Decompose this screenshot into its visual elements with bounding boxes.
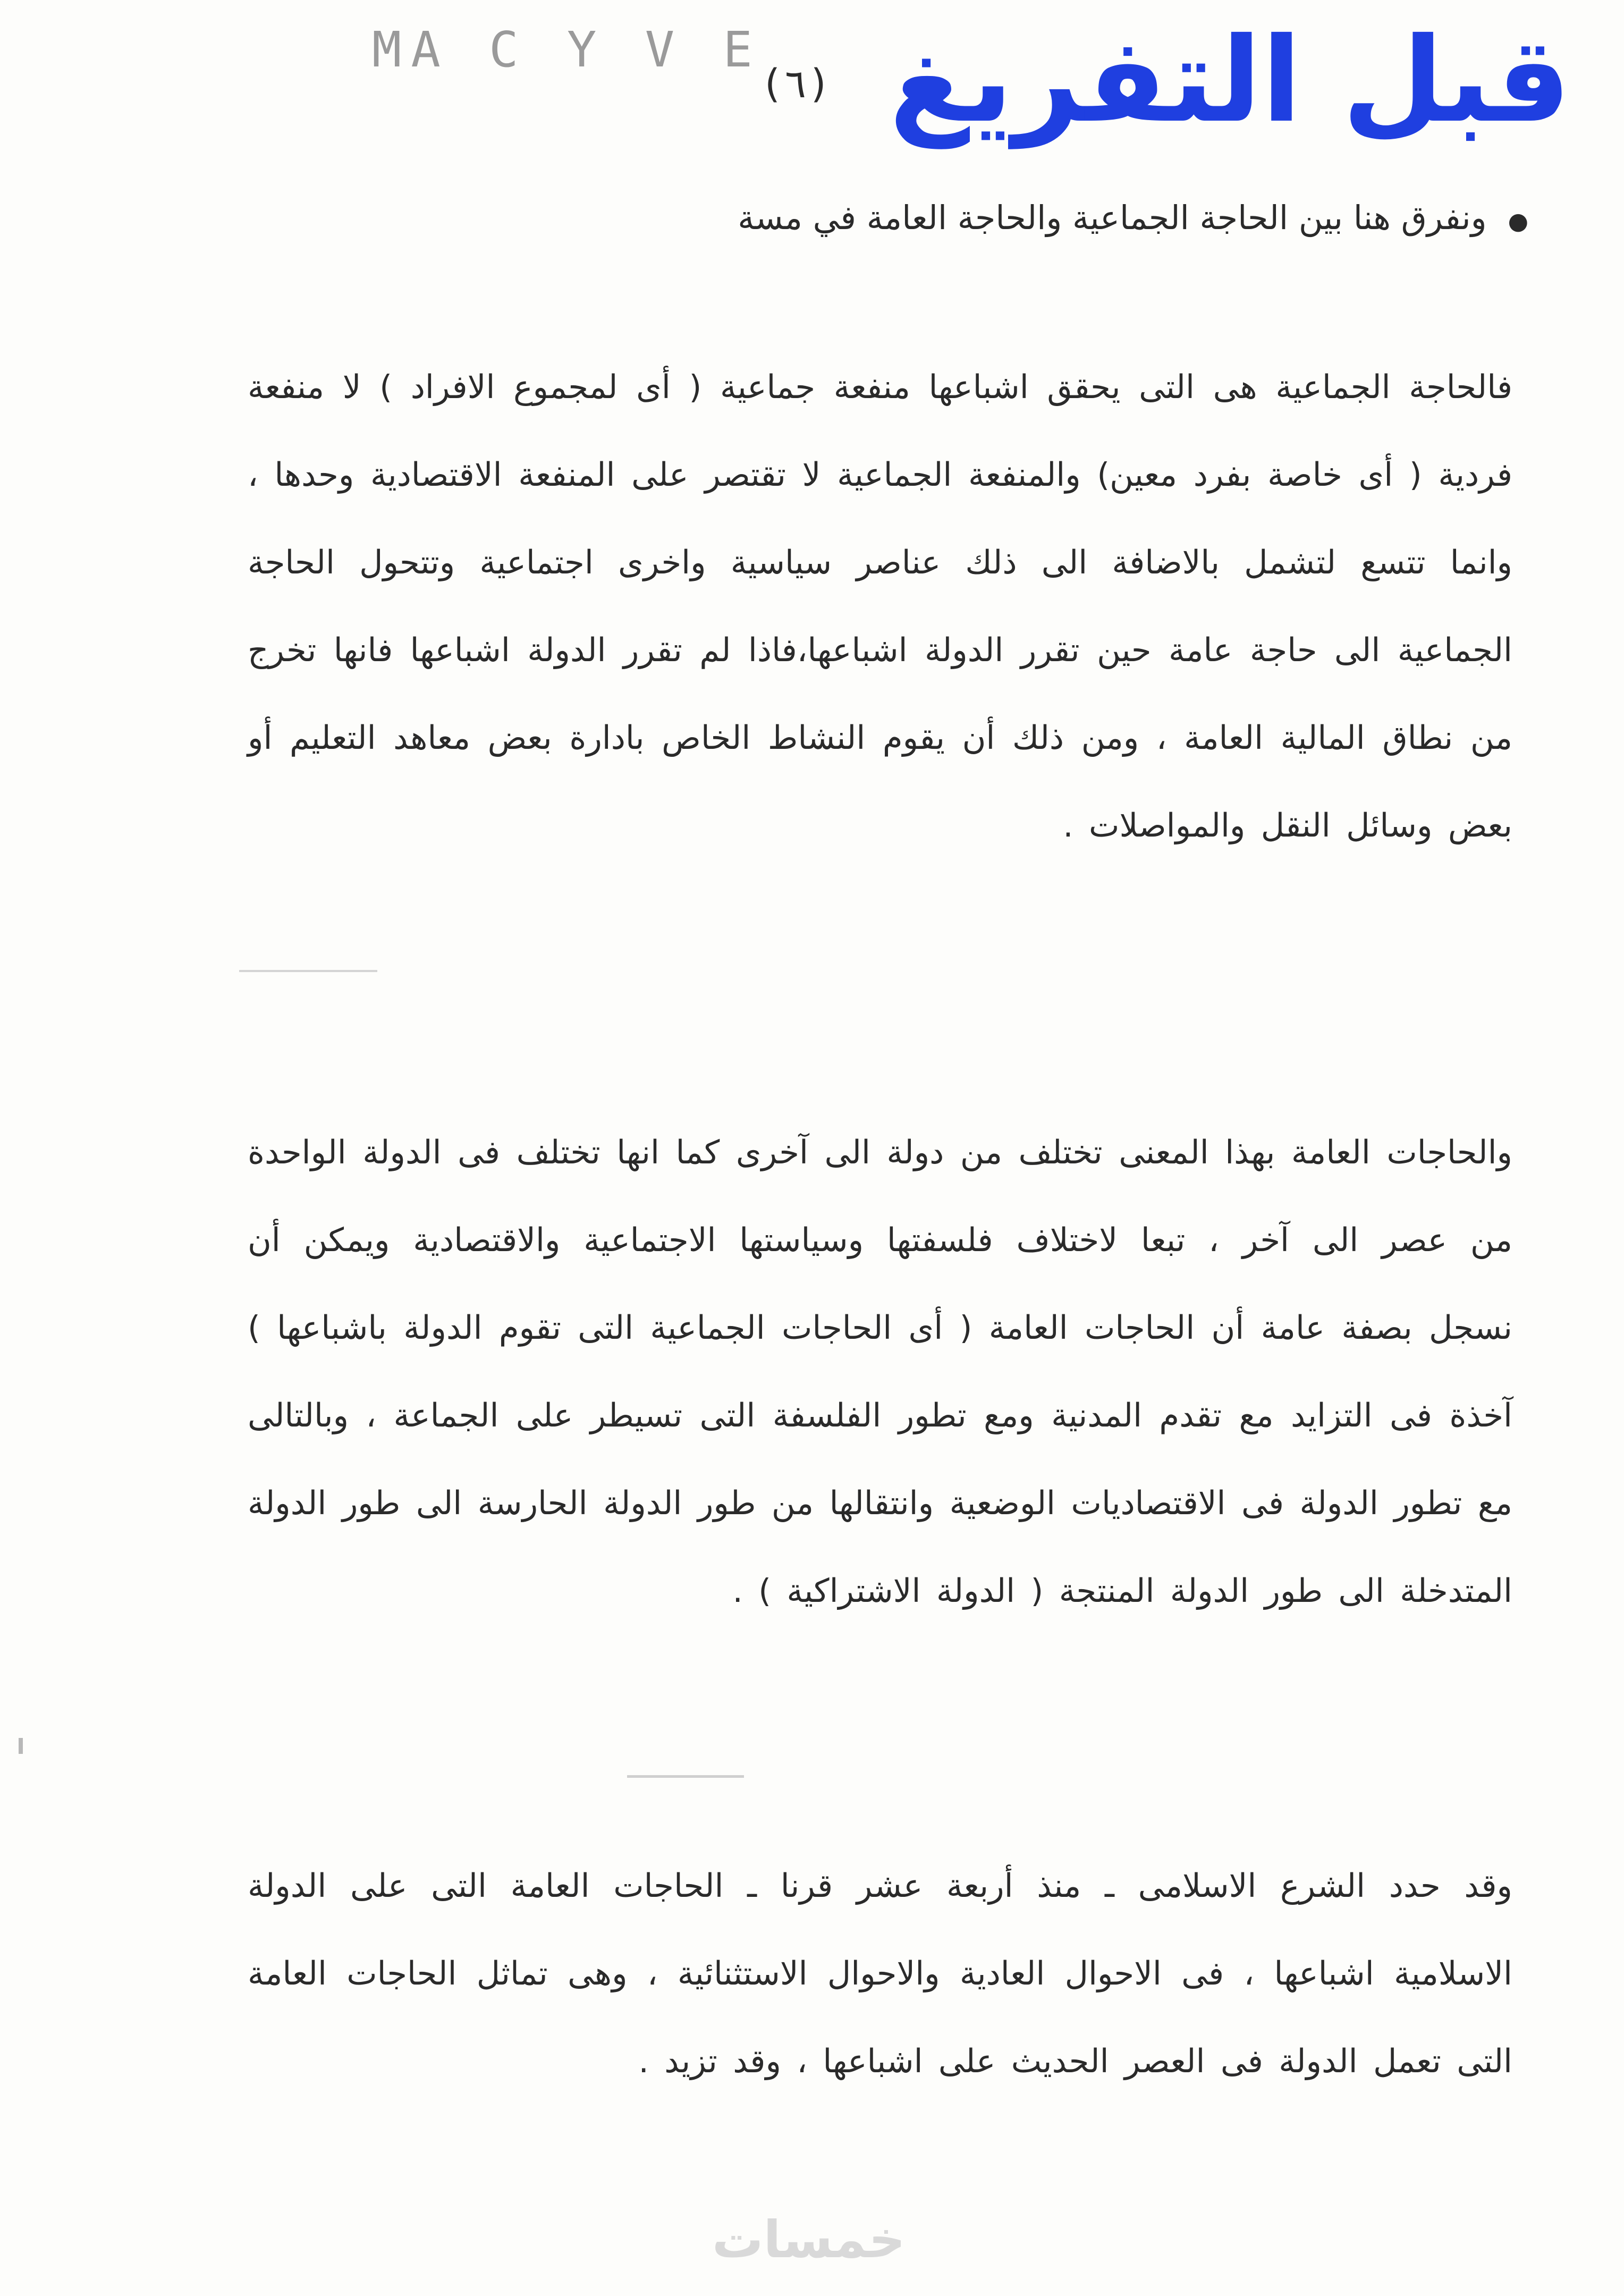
paragraph-public-needs-variation: والحاجات العامة بهذا المعنى تختلف من دولة الى آخرى كما انها تختلف فى الدولة الواحدة من عصر الى آخر ، تبعا لاختلاف فلسفتها وسياستها الاجتماعية والاقتصادية ويمكن أن نسجل بصفة عامة أن الحاجات العامة ( أى الحاجات الجماعية التى تقوم الدولة باشباعها ) آخذة فى التزايد مع تقدم المدنية ومع تطور الفلسفة التى تسيطر على الجماعة ، وبالتالى مع تطور الدولة فى الاقتصاديات الوضعية وانتقالها من طور الدولة الحارسة الى طور الدولة المتدخلة الى طور الدولة المنتجة ( الدولة الاشتراكية ) .	[248, 1134, 1512, 1610]
watermark-logo: خمسات	[712, 2210, 906, 2269]
page-number: (٦)	[760, 61, 831, 107]
stamp-before-transcription: قبل التفريغ	[889, 12, 1571, 148]
intro-line	[83, 189, 1528, 251]
bullet-icon: ●	[1508, 208, 1528, 235]
scan-speck	[19, 1738, 23, 1754]
scan-speck	[239, 970, 377, 972]
intro-text: ونفرق هنا بين الحاجة الجماعية والحاجة العامة في مسة	[738, 198, 1487, 237]
scan-reference-mark: MA C Y V E	[372, 21, 762, 78]
paragraph-islamic-law: وقد حدد الشرع الاسلامى ـ منذ أربعة عشر قرنا ـ الحاجات العامة التى على الدولة الاسلامية اشباعها ، فى الاحوال العادية والاحوال الاستثنائية ، وهى تماثل الحاجات العامة التى تعمل الدولة فى العصر الحديث على اشباعها ، وقد تزيد .	[248, 1867, 1512, 2080]
scan-speck	[627, 1775, 744, 1778]
paragraph-collective-need: فالحاجة الجماعية هى التى يحقق اشباعها منفعة جماعية ( أى لمجموع الافراد ) لا منفعة فردية ( أى خاصة بفرد معين) والمنفعة الجماعية لا تقتصر على المنفعة الاقتصادية وحدها ، وانما تتسع لتشمل بالاضافة الى ذلك عناصر سياسية واخرى اجتماعية وتتحول الحاجة الجماعية الى حاجة عامة حين تقرر الدولة اشباعها،فاذا لم تقرر الدولة اشباعها فانها تخرج من نطاق المالية العامة ، ومن ذلك أن يقوم النشاط الخاص بادارة بعض معاهد التعليم أو بعض وسائل النقل والمواصلات .	[248, 368, 1512, 845]
